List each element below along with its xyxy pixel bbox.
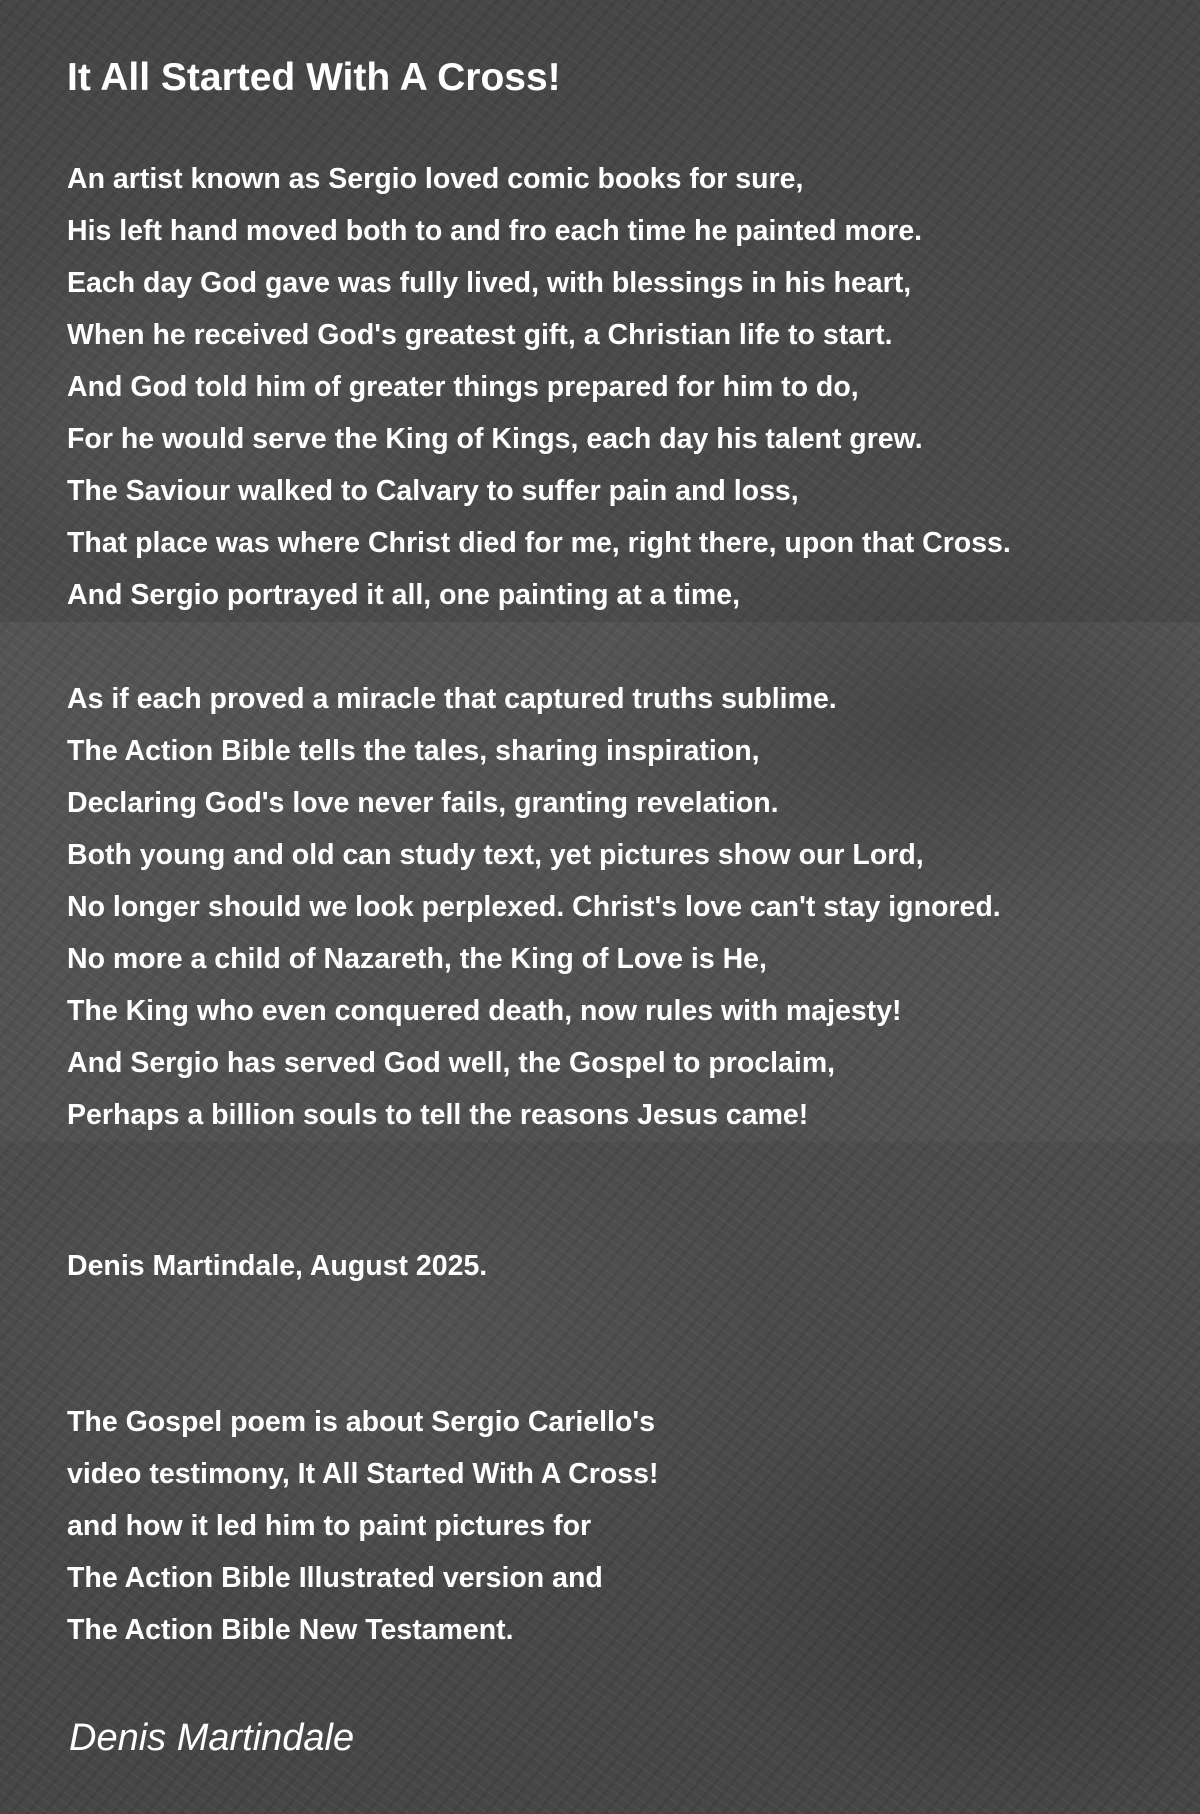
poem-line: The Saviour walked to Calvary to suffer pain and loss, — [67, 475, 799, 507]
poem-line: And Sergio portrayed it all, one painting at a time, — [67, 579, 741, 611]
poem-line: Both young and old can study text, yet pictures show our Lord, — [67, 839, 924, 871]
poem-line: And God told him of greater things prepared for him to do, — [67, 371, 859, 403]
author-name: Denis Martindale — [69, 1717, 355, 1759]
poem-line: No longer should we look perplexed. Christ's love can't stay ignored. — [67, 891, 1001, 923]
poem-line: Perhaps a billion souls to tell the reasons Jesus came! — [67, 1099, 809, 1131]
poem-line: His left hand moved both to and fro each time he painted more. — [67, 215, 923, 247]
poem-line: That place was where Christ died for me, right there, upon that Cross. — [67, 527, 1011, 559]
stanza-2 — [67, 673, 1001, 1141]
poem-line: An artist known as Sergio loved comic books for sure, — [67, 163, 804, 195]
poem-line: The Action Bible tells the tales, sharing inspiration, — [67, 735, 760, 767]
poem-notes — [67, 1396, 658, 1656]
date-signature: Denis Martindale, August 2025. — [67, 1250, 488, 1282]
note-line: The Gospel poem is about Sergio Cariello's — [67, 1406, 655, 1438]
poem-line: And Sergio has served God well, the Gospel to proclaim, — [67, 1047, 836, 1079]
note-line: and how it led him to paint pictures for — [67, 1510, 592, 1542]
poem-line: The King who even conquered death, now rules with majesty! — [67, 995, 902, 1027]
note-line: The Action Bible Illustrated version and — [67, 1562, 603, 1594]
poem-line: Each day God gave was fully lived, with blessings in his heart, — [67, 267, 912, 299]
poem-line: As if each proved a miracle that captured truths sublime. — [67, 683, 837, 715]
poem-title: It All Started With A Cross! — [67, 56, 561, 99]
note-line: The Action Bible New Testament. — [67, 1614, 514, 1646]
note-line: video testimony, It All Started With A Cross! — [67, 1458, 659, 1490]
poem-line: When he received God's greatest gift, a Christian life to start. — [67, 319, 893, 351]
stanza-1 — [67, 153, 1011, 621]
poem-line: Declaring God's love never fails, granting revelation. — [67, 787, 779, 819]
poem-line: For he would serve the King of Kings, each day his talent grew. — [67, 423, 923, 455]
poem-line: No more a child of Nazareth, the King of Love is He, — [67, 943, 767, 975]
